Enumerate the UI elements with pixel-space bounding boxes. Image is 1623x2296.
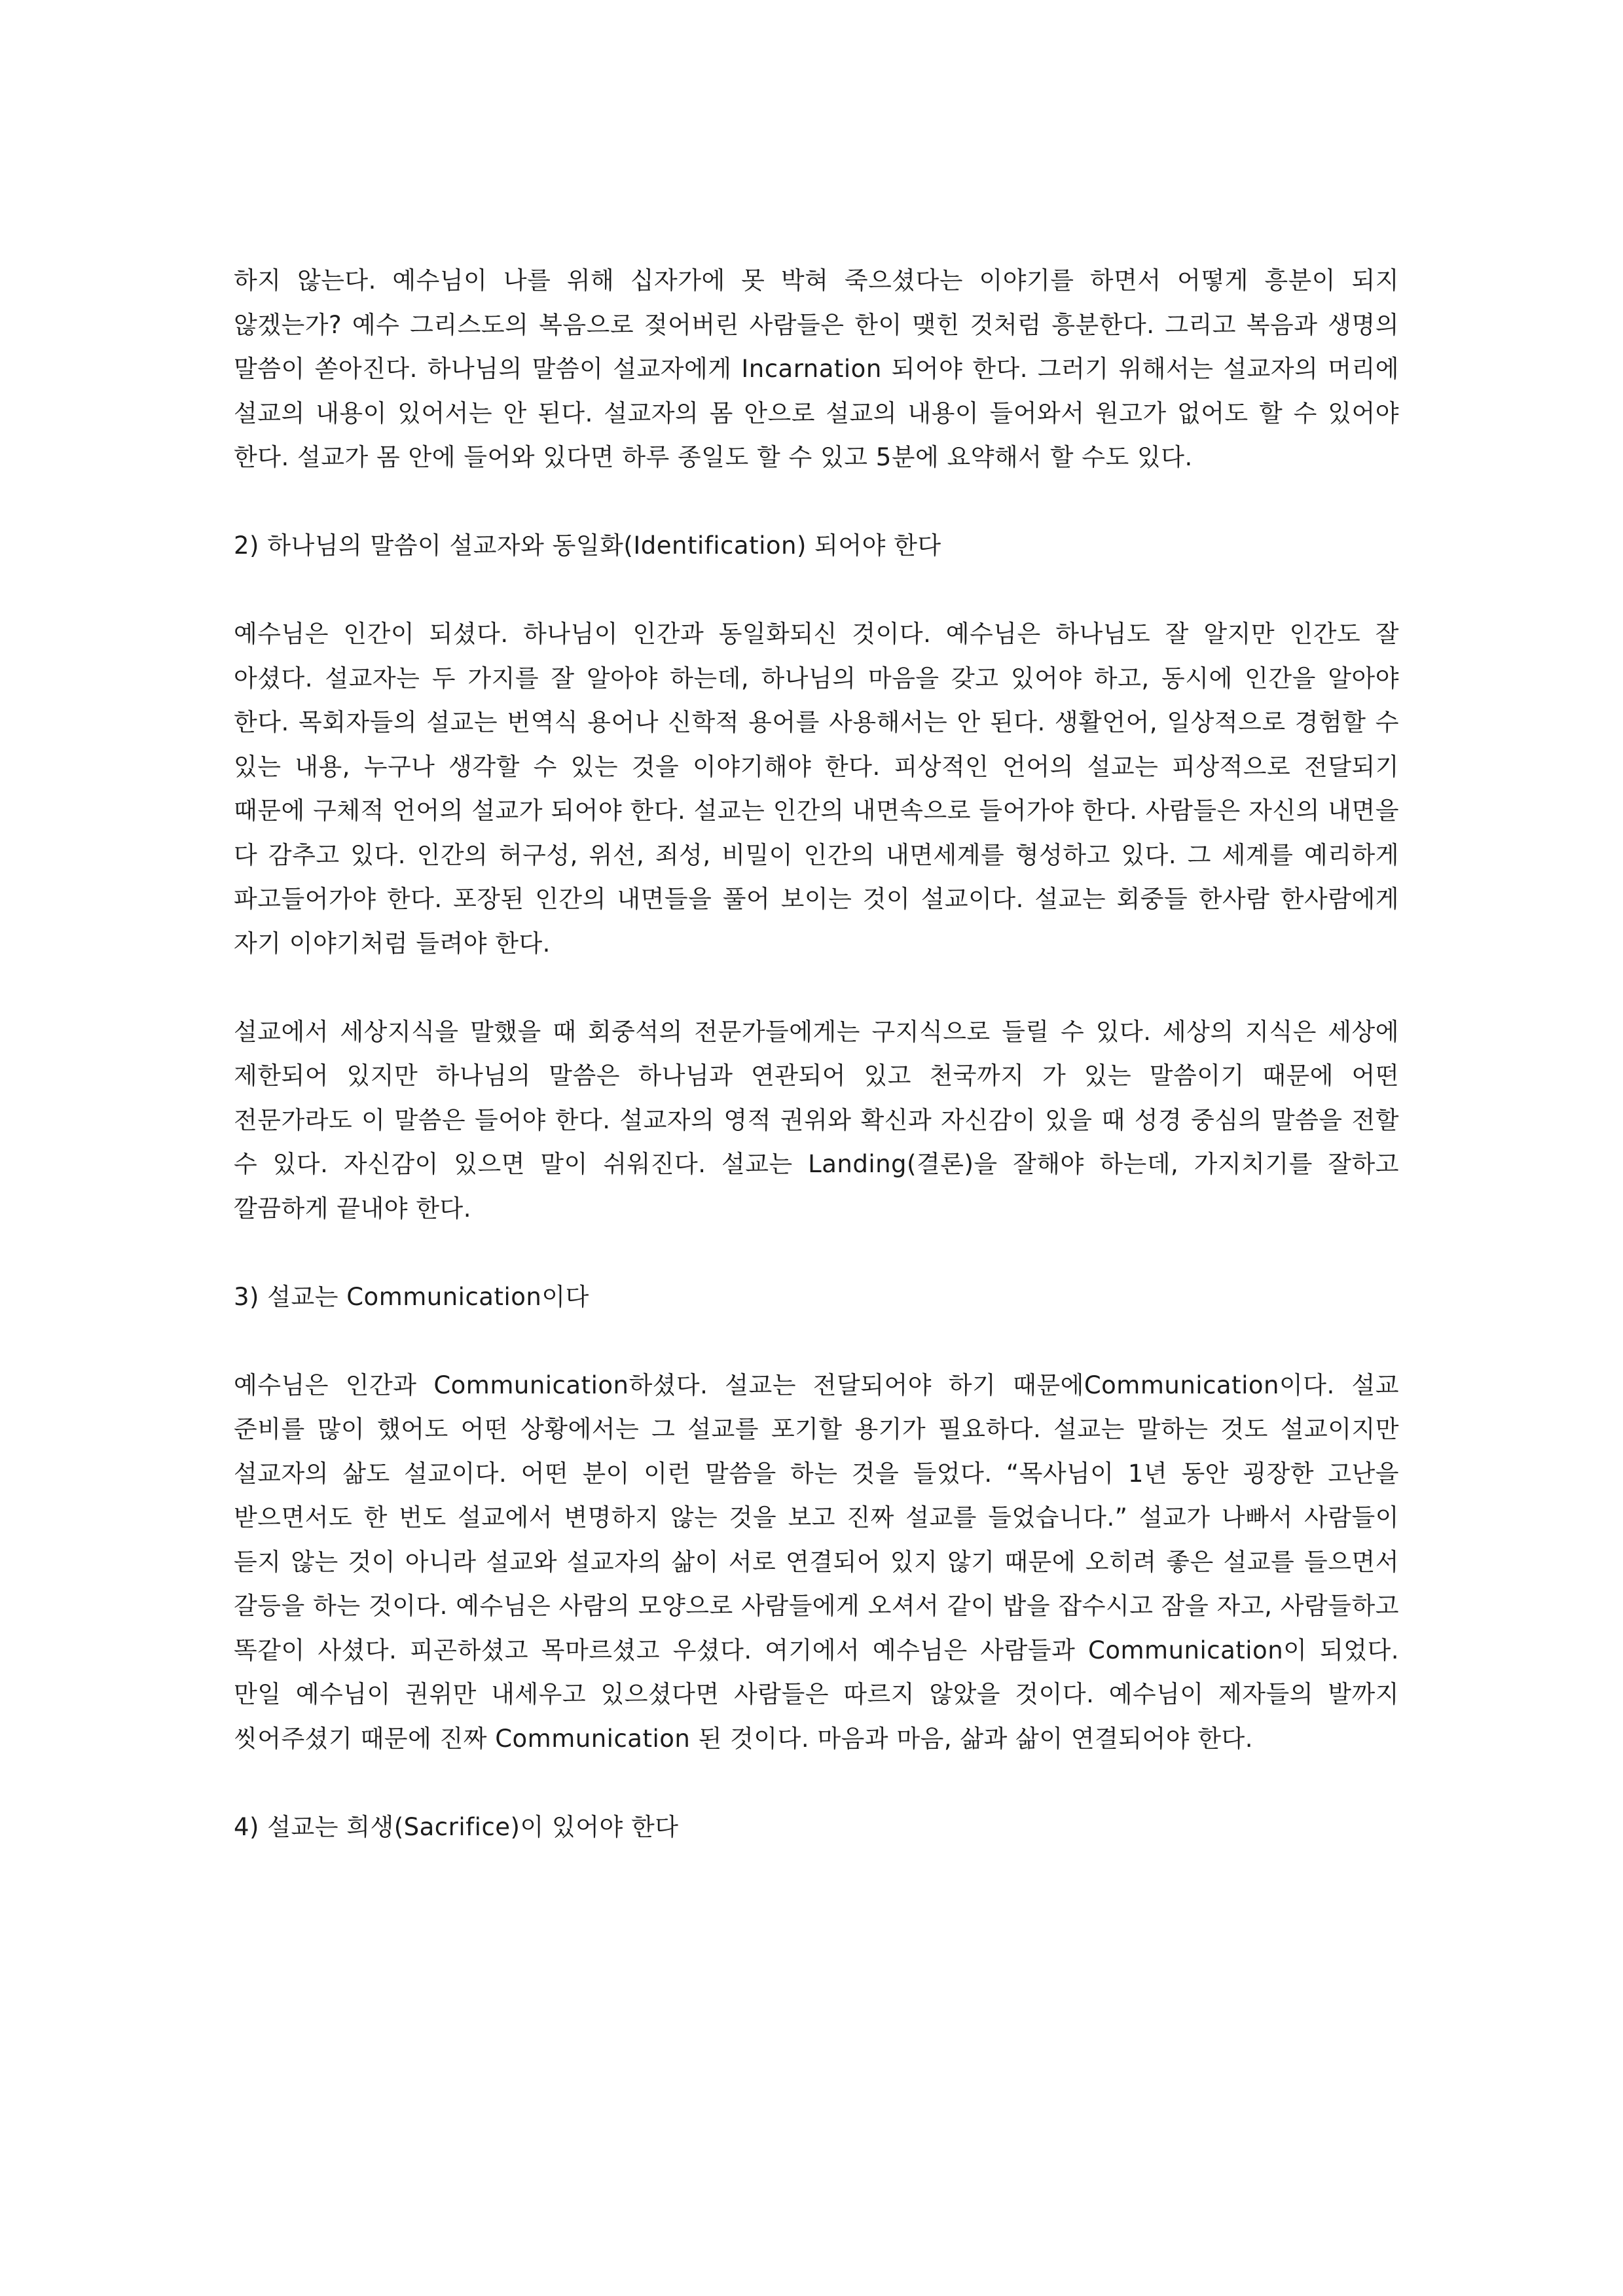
section-heading-sacrifice: 4) 설교는 희생(Sacrifice)이 있어야 한다 — [234, 1812, 679, 1841]
paragraph-gap — [234, 1761, 1399, 1805]
paragraph-gap — [234, 1230, 1399, 1275]
section-heading-identification: 2) 하나님의 말씀이 설교자와 동일화(Identification) 되어야 한다 — [234, 531, 941, 560]
paragraph-gap — [234, 1319, 1399, 1363]
paragraph-gap — [234, 568, 1399, 613]
paragraph-gap — [234, 480, 1399, 524]
paragraph-incarnation: 하지 않는다. 예수님이 나를 위해 십자가에 못 박혀 죽으셨다는 이야기를 하면서 어떻게 흥분이 되지 않겠는가? 예수 그리스도의 복음으로 젖어버린 사람들은 한이 맺힌 것처럼 흥분한다. 그리고 복음과 생명의 말씀이 쏟아진다. 하나님의 말씀이 설교자에게 Incarnation 되어야 한다. 그러기 위해서는 설교자의 머리에 설교의 내용이 있어서는 안 된다. 설교자의 몸 안으로 설교의 내용이 들어와서 원고가 없어도 할 수 있어야 한다. 설교가 몸 안에 들어와 있다면 하루 종일도 할 수 있고 5분에 요약해서 할 수도 있다. — [234, 266, 1399, 471]
paragraph-communication: 예수님은 인간과 Communication하셨다. 설교는 전달되어야 하기 때문에Communication이다. 설교 준비를 많이 했어도 어떤 상황에서는 그 설교를 포기할 용기가 필요하다. 설교는 말하는 것도 설교이지만 설교자의 삶도 설교이다. 어떤 분이 이런 말씀을 하는 것을 들었다. “목사님이 1년 동안 굉장한 고난을 받으면서도 한 번도 설교에서 변명하지 않는 것을 보고 진짜 설교를 들었습니다.” 설교가 나빠서 사람들이 듣지 않는 것이 아니라 설교와 설교자의 삶이 서로 연결되어 있지 않기 때문에 오히려 좋은 설교를 들으면서 갈등을 하는 것이다. 예수님은 사람의 모양으로 사람들에게 오셔서 같이 밥을 잡수시고 잠을 자고, 사람들하고 똑같이 사셨다. 피곤하셨고 목마르셨고 우셨다. 여기에서 예수님은 사람들과 Communication이 되었다. 만일 예수님이 권위만 내세우고 있으셨다면 사람들은 따르지 않았을 것이다. 예수님이 제자들의 발까지 씻어주셨기 때문에 진짜 Communication 된 것이다. 마음과 마음, 삶과 삶이 연결되어야 한다. — [234, 1371, 1399, 1753]
document-body — [234, 259, 1399, 1849]
paragraph-gap — [234, 965, 1399, 1010]
paragraph-identification: 예수님은 인간이 되셨다. 하나님이 인간과 동일화되신 것이다. 예수님은 하나님도 잘 알지만 인간도 잘 아셨다. 설교자는 두 가지를 잘 알아야 하는데, 하나님의 마음을 갖고 있어야 하고, 동시에 인간을 알아야 한다. 목회자들의 설교는 번역식 용어나 신학적 용어를 사용해서는 안 된다. 생활언어, 일상적으로 경험할 수 있는 내용, 누구나 생각할 수 있는 것을 이야기해야 한다. 피상적인 언어의 설교는 피상적으로 전달되기 때문에 구체적 언어의 설교가 되어야 한다. 설교는 인간의 내면속으로 들어가야 한다. 사람들은 자신의 내면을 다 감추고 있다. 인간의 허구성, 위선, 죄성, 비밀이 인간의 내면세계를 형성하고 있다. 그 세계를 예리하게 파고들어가야 한다. 포장된 인간의 내면들을 풀어 보이는 것이 설교이다. 설교는 회중들 한사람 한사람에게 자기 이야기처럼 들려야 한다. — [234, 620, 1399, 958]
section-heading-communication: 3) 설교는 Communication이다 — [234, 1282, 589, 1311]
paragraph-worldly-knowledge: 설교에서 세상지식을 말했을 때 회중석의 전문가들에게는 구지식으로 들릴 수 있다. 세상의 지식은 세상에 제한되어 있지만 하나님의 말씀은 하나님과 연관되어 있고 천국까지 가 있는 말씀이기 때문에 어떤 전문가라도 이 말씀은 들어야 한다. 설교자의 영적 권위와 확신과 자신감이 있을 때 성경 중심의 말씀을 전할 수 있다. 자신감이 있으면 말이 쉬워진다. 설교는 Landing(결론)을 잘해야 하는데, 가지치기를 잘하고 깔끔하게 끝내야 한다. — [234, 1017, 1399, 1223]
